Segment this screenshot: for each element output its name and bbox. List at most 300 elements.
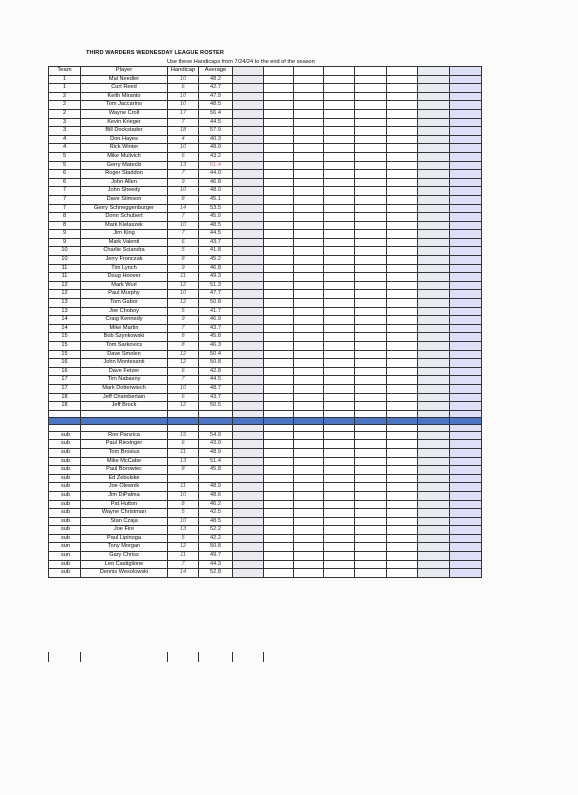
blank-cell (418, 534, 450, 543)
blank-cell (418, 290, 450, 299)
blank-cell (450, 281, 482, 290)
handicap-cell: 6 (168, 84, 199, 93)
handicap-cell: 18 (168, 127, 199, 136)
blank-cell (264, 457, 294, 466)
blank-cell (450, 187, 482, 196)
blank-cell (450, 500, 482, 509)
blank-cell (233, 552, 264, 561)
player-cell: Bill Dockstader (81, 127, 168, 136)
blank-cell (450, 474, 482, 483)
average-cell: 51.4 (199, 161, 233, 170)
blank-cell (387, 474, 418, 483)
blank-cell (264, 144, 294, 153)
blank-cell (355, 290, 387, 299)
roster-row (49, 75, 482, 84)
team-cell: 3 (49, 127, 81, 136)
average-cell: 42.7 (199, 84, 233, 93)
average-cell: 45.8 (199, 333, 233, 342)
player-cell: Kevin Krieger (81, 118, 168, 127)
blank-cell (387, 247, 418, 256)
player-cell: Dave Stimson (81, 195, 168, 204)
blank-cell (264, 440, 294, 449)
blank-cell (387, 92, 418, 101)
team-cell: 3 (49, 118, 81, 127)
blank-cell (387, 67, 418, 76)
team-cell: 14 (49, 316, 81, 325)
handicap-cell: 10 (168, 517, 199, 526)
blank-cell (264, 474, 294, 483)
handicap-cell (168, 474, 199, 483)
blank-cell (233, 135, 264, 144)
roster-row (49, 324, 482, 333)
blank-cell (324, 474, 355, 483)
blank-cell (324, 543, 355, 552)
blank-cell (418, 402, 450, 411)
blank-cell (387, 256, 418, 265)
blank-cell (387, 144, 418, 153)
blank-cell (264, 466, 294, 475)
blank-cell (264, 127, 294, 136)
blank-cell (418, 75, 450, 84)
blank-cell (294, 440, 324, 449)
blank-cell (294, 569, 324, 578)
blank-cell (450, 543, 482, 552)
player-cell: Jeff Chamberlain (81, 393, 168, 402)
blank-cell (233, 560, 264, 569)
blank-cell (233, 402, 264, 411)
blank-cell (294, 230, 324, 239)
blank-cell (418, 410, 450, 417)
blank-cell (355, 264, 387, 273)
player-cell: Ron Panzica (81, 431, 168, 440)
team-cell: 7 (49, 195, 81, 204)
blank-cell (324, 307, 355, 316)
blank-cell (387, 290, 418, 299)
blank-cell (387, 101, 418, 110)
player-cell: Paul Riexinger (81, 440, 168, 449)
blank-cell (233, 264, 264, 273)
blank-cell (355, 560, 387, 569)
handicap-cell: 8 (168, 500, 199, 509)
blank-cell (324, 178, 355, 187)
blank-cell (264, 299, 294, 308)
average-cell: 51.3 (199, 281, 233, 290)
blank-cell (324, 483, 355, 492)
blank-cell (324, 221, 355, 230)
average-cell: 48.7 (199, 384, 233, 393)
roster-row (49, 384, 482, 393)
average-cell: 42.8 (199, 367, 233, 376)
blank-cell (264, 491, 294, 500)
blank-cell (294, 384, 324, 393)
blank-cell (233, 466, 264, 475)
team-cell: 16 (49, 367, 81, 376)
blank-cell (418, 509, 450, 518)
blank-cell (387, 440, 418, 449)
blank-cell (264, 178, 294, 187)
blank-cell (233, 483, 264, 492)
section-separator (49, 417, 482, 424)
blank-cell (233, 187, 264, 196)
team-cell: 6 (49, 170, 81, 179)
blank-cell (418, 393, 450, 402)
blank-cell (233, 290, 264, 299)
blank-cell (355, 161, 387, 170)
blank-cell (294, 509, 324, 518)
roster-row (49, 152, 482, 161)
blank-cell (324, 187, 355, 196)
team-cell: sub (49, 517, 81, 526)
blank-cell (233, 144, 264, 153)
blank-cell (355, 376, 387, 385)
handicap-cell: 14 (168, 569, 199, 578)
blank-cell (264, 333, 294, 342)
blank-cell (387, 431, 418, 440)
blank-cell (233, 92, 264, 101)
blank-cell (450, 440, 482, 449)
blank-cell (324, 144, 355, 153)
player-cell: Tom Brosius (81, 448, 168, 457)
roster-row (49, 178, 482, 187)
blank-cell (418, 367, 450, 376)
blank-cell (264, 543, 294, 552)
player-cell: Gerry Matecki (81, 161, 168, 170)
team-cell: 9 (49, 230, 81, 239)
team-cell: 17 (49, 384, 81, 393)
blank-cell (355, 230, 387, 239)
blank-cell (324, 247, 355, 256)
handicap-cell: 7 (168, 213, 199, 222)
tail-line (48, 652, 49, 662)
blank-cell (387, 483, 418, 492)
handicap-cell: 7 (168, 560, 199, 569)
blank-cell (418, 135, 450, 144)
team-cell: sub (49, 440, 81, 449)
average-cell: 46.8 (199, 178, 233, 187)
roster-row (49, 402, 482, 411)
sub-row (49, 483, 482, 492)
player-cell: Rick Winter (81, 144, 168, 153)
tail-line (80, 652, 81, 662)
sub-row (49, 474, 482, 483)
blank-cell (450, 431, 482, 440)
handicap-cell: 12 (168, 299, 199, 308)
blank-cell (355, 384, 387, 393)
blank-cell (233, 342, 264, 351)
handicap-cell: 10 (168, 75, 199, 84)
blank-cell (450, 273, 482, 282)
blank-cell (294, 247, 324, 256)
average-cell: 48.9 (199, 483, 233, 492)
blank-cell (294, 534, 324, 543)
player-cell: Joe Olewnik (81, 483, 168, 492)
blank-cell (355, 534, 387, 543)
blank-cell (294, 67, 324, 76)
blank-cell (233, 448, 264, 457)
blank-cell (324, 264, 355, 273)
blank-cell (355, 342, 387, 351)
player-cell: Joe Fire (81, 526, 168, 535)
blank-cell (355, 448, 387, 457)
average-cell: 49.3 (199, 273, 233, 282)
blank-cell (81, 424, 168, 431)
sub-row (49, 517, 482, 526)
player-cell: John Allen (81, 178, 168, 187)
blank-cell (355, 350, 387, 359)
average-cell: 45.8 (199, 466, 233, 475)
blank-cell (324, 333, 355, 342)
blank-cell (387, 560, 418, 569)
player-cell: Jim DiPalma (81, 491, 168, 500)
blank-cell (233, 316, 264, 325)
blank-cell (324, 118, 355, 127)
blank-cell (294, 466, 324, 475)
blank-cell (450, 75, 482, 84)
team-cell: sun (49, 552, 81, 561)
blank-cell (450, 410, 482, 417)
blank-cell (387, 569, 418, 578)
handicap-cell: 9 (168, 316, 199, 325)
blank-cell (294, 127, 324, 136)
blank-cell (81, 417, 168, 424)
average-cell: 48.5 (199, 101, 233, 110)
sub-row (49, 500, 482, 509)
blank-cell (324, 92, 355, 101)
blank-cell (418, 424, 450, 431)
blank-cell (387, 324, 418, 333)
blank-cell (387, 448, 418, 457)
blank-cell (418, 560, 450, 569)
blank-cell (264, 324, 294, 333)
blank-cell (450, 247, 482, 256)
team-cell: 4 (49, 144, 81, 153)
handicap-cell: 17 (168, 109, 199, 118)
blank-cell (324, 281, 355, 290)
player-cell: Mike Mulivich (81, 152, 168, 161)
blank-cell (264, 534, 294, 543)
blank-cell (294, 299, 324, 308)
blank-cell (264, 350, 294, 359)
blank-cell (387, 221, 418, 230)
blank-cell (264, 316, 294, 325)
team-cell: 5 (49, 161, 81, 170)
blank-cell (450, 569, 482, 578)
team-cell: 6 (49, 178, 81, 187)
player-cell: Jim King (81, 230, 168, 239)
handicap-cell: 9 (168, 264, 199, 273)
blank-cell (387, 195, 418, 204)
blank-cell (355, 256, 387, 265)
blank-cell (324, 127, 355, 136)
blank-cell (324, 417, 355, 424)
handicap-cell: 12 (168, 402, 199, 411)
blank-cell (264, 517, 294, 526)
player-cell: Tom Gabor (81, 299, 168, 308)
blank-cell (355, 491, 387, 500)
blank-cell (233, 247, 264, 256)
player-cell: John Sheedy (81, 187, 168, 196)
blank-cell (355, 273, 387, 282)
blank-cell (450, 118, 482, 127)
blank-cell (324, 238, 355, 247)
blank-cell (355, 367, 387, 376)
handicap-cell: 13 (168, 161, 199, 170)
blank-cell (387, 384, 418, 393)
blank-cell (324, 290, 355, 299)
player-cell: Paul Borowiec (81, 466, 168, 475)
blank-cell (264, 213, 294, 222)
blank-cell (264, 281, 294, 290)
blank-cell (387, 350, 418, 359)
blank-cell (264, 92, 294, 101)
blank-cell (355, 178, 387, 187)
blank-cell (450, 367, 482, 376)
blank-cell (294, 256, 324, 265)
blank-cell (418, 474, 450, 483)
roster-title: THIRD WARDERS WEDNESDAY LEAGUE ROSTER (86, 50, 224, 56)
blank-cell (264, 221, 294, 230)
blank-cell (324, 500, 355, 509)
handicap-cell: 10 (168, 221, 199, 230)
player-cell: Joe Choboy (81, 307, 168, 316)
blank-cell (324, 410, 355, 417)
blank-cell (264, 307, 294, 316)
roster-subtitle: Use these Handicaps from 7/24/24 to the end of the season (167, 59, 315, 65)
average-cell: 50.5 (199, 402, 233, 411)
blank-cell (450, 135, 482, 144)
blank-cell (355, 84, 387, 93)
average-cell: 48.5 (199, 221, 233, 230)
roster-row (49, 299, 482, 308)
team-cell: 12 (49, 281, 81, 290)
player-cell: Mike Martin (81, 324, 168, 333)
blank-cell (355, 333, 387, 342)
team-cell: 4 (49, 135, 81, 144)
blank-cell (199, 417, 233, 424)
handicap-cell: 10 (168, 92, 199, 101)
average-cell: 52.8 (199, 569, 233, 578)
team-cell: 15 (49, 333, 81, 342)
blank-cell (233, 500, 264, 509)
blank-cell (450, 221, 482, 230)
sub-row (49, 491, 482, 500)
blank-cell (264, 161, 294, 170)
average-cell: 43.0 (199, 440, 233, 449)
blank-cell (387, 213, 418, 222)
blank-cell (450, 144, 482, 153)
team-cell: sun (49, 543, 81, 552)
blank-cell (387, 127, 418, 136)
team-cell: 9 (49, 238, 81, 247)
blank-cell (233, 367, 264, 376)
blank-cell (418, 299, 450, 308)
average-cell: 42.5 (199, 509, 233, 518)
blank-cell (450, 517, 482, 526)
blank-cell (450, 333, 482, 342)
tail-line (232, 652, 233, 662)
average-cell: 50.8 (199, 359, 233, 368)
team-cell: 10 (49, 256, 81, 265)
blank-cell (294, 417, 324, 424)
player-cell: Wayne Christman (81, 509, 168, 518)
blank-cell (233, 281, 264, 290)
blank-cell (387, 534, 418, 543)
blank-cell (418, 316, 450, 325)
blank-cell (355, 307, 387, 316)
blank-cell (264, 569, 294, 578)
blank-cell (387, 333, 418, 342)
blank-cell (233, 431, 264, 440)
blank-cell (418, 569, 450, 578)
team-cell: 13 (49, 299, 81, 308)
blank-cell (450, 204, 482, 213)
handicap-cell: 10 (168, 290, 199, 299)
blank-cell (387, 118, 418, 127)
roster-row (49, 161, 482, 170)
blank-cell (355, 402, 387, 411)
blank-cell (418, 127, 450, 136)
team-cell: 18 (49, 393, 81, 402)
handicap-cell: 12 (168, 359, 199, 368)
handicap-cell: 8 (168, 256, 199, 265)
blank-cell (264, 342, 294, 351)
blank-cell (294, 101, 324, 110)
blank-cell (418, 359, 450, 368)
player-cell: Mike McCabe (81, 457, 168, 466)
sub-row (49, 440, 482, 449)
handicap-cell: 6 (168, 393, 199, 402)
team-cell: 1 (49, 75, 81, 84)
blank-cell (450, 230, 482, 239)
roster-row (49, 393, 482, 402)
blank-cell (81, 410, 168, 417)
blank-cell (450, 552, 482, 561)
team-cell: sub (49, 448, 81, 457)
average-cell: 46.3 (199, 342, 233, 351)
handicap-cell: 9 (168, 178, 199, 187)
sub-row (49, 457, 482, 466)
blank-cell (418, 543, 450, 552)
handicap-cell: 8 (168, 466, 199, 475)
blank-cell (418, 500, 450, 509)
blank-cell (450, 67, 482, 76)
blank-cell (450, 109, 482, 118)
blank-cell (418, 109, 450, 118)
average-cell: 42.2 (199, 534, 233, 543)
blank-row (49, 424, 482, 431)
team-cell: 8 (49, 221, 81, 230)
average-cell: 43.2 (199, 152, 233, 161)
blank-cell (418, 440, 450, 449)
blank-cell (387, 466, 418, 475)
blank-cell (418, 230, 450, 239)
average-cell: 47.9 (199, 92, 233, 101)
blank-cell (418, 152, 450, 161)
roster-row (49, 316, 482, 325)
blank-cell (355, 393, 387, 402)
average-cell: 48.5 (199, 517, 233, 526)
average-cell: 44.3 (199, 560, 233, 569)
blank-cell (264, 424, 294, 431)
blank-cell (324, 342, 355, 351)
player-cell: Paul Lipinoga (81, 534, 168, 543)
blank-cell (233, 299, 264, 308)
blank-cell (233, 152, 264, 161)
blank-cell (324, 135, 355, 144)
blank-cell (418, 101, 450, 110)
blank-cell (418, 92, 450, 101)
tail-line (167, 652, 168, 662)
